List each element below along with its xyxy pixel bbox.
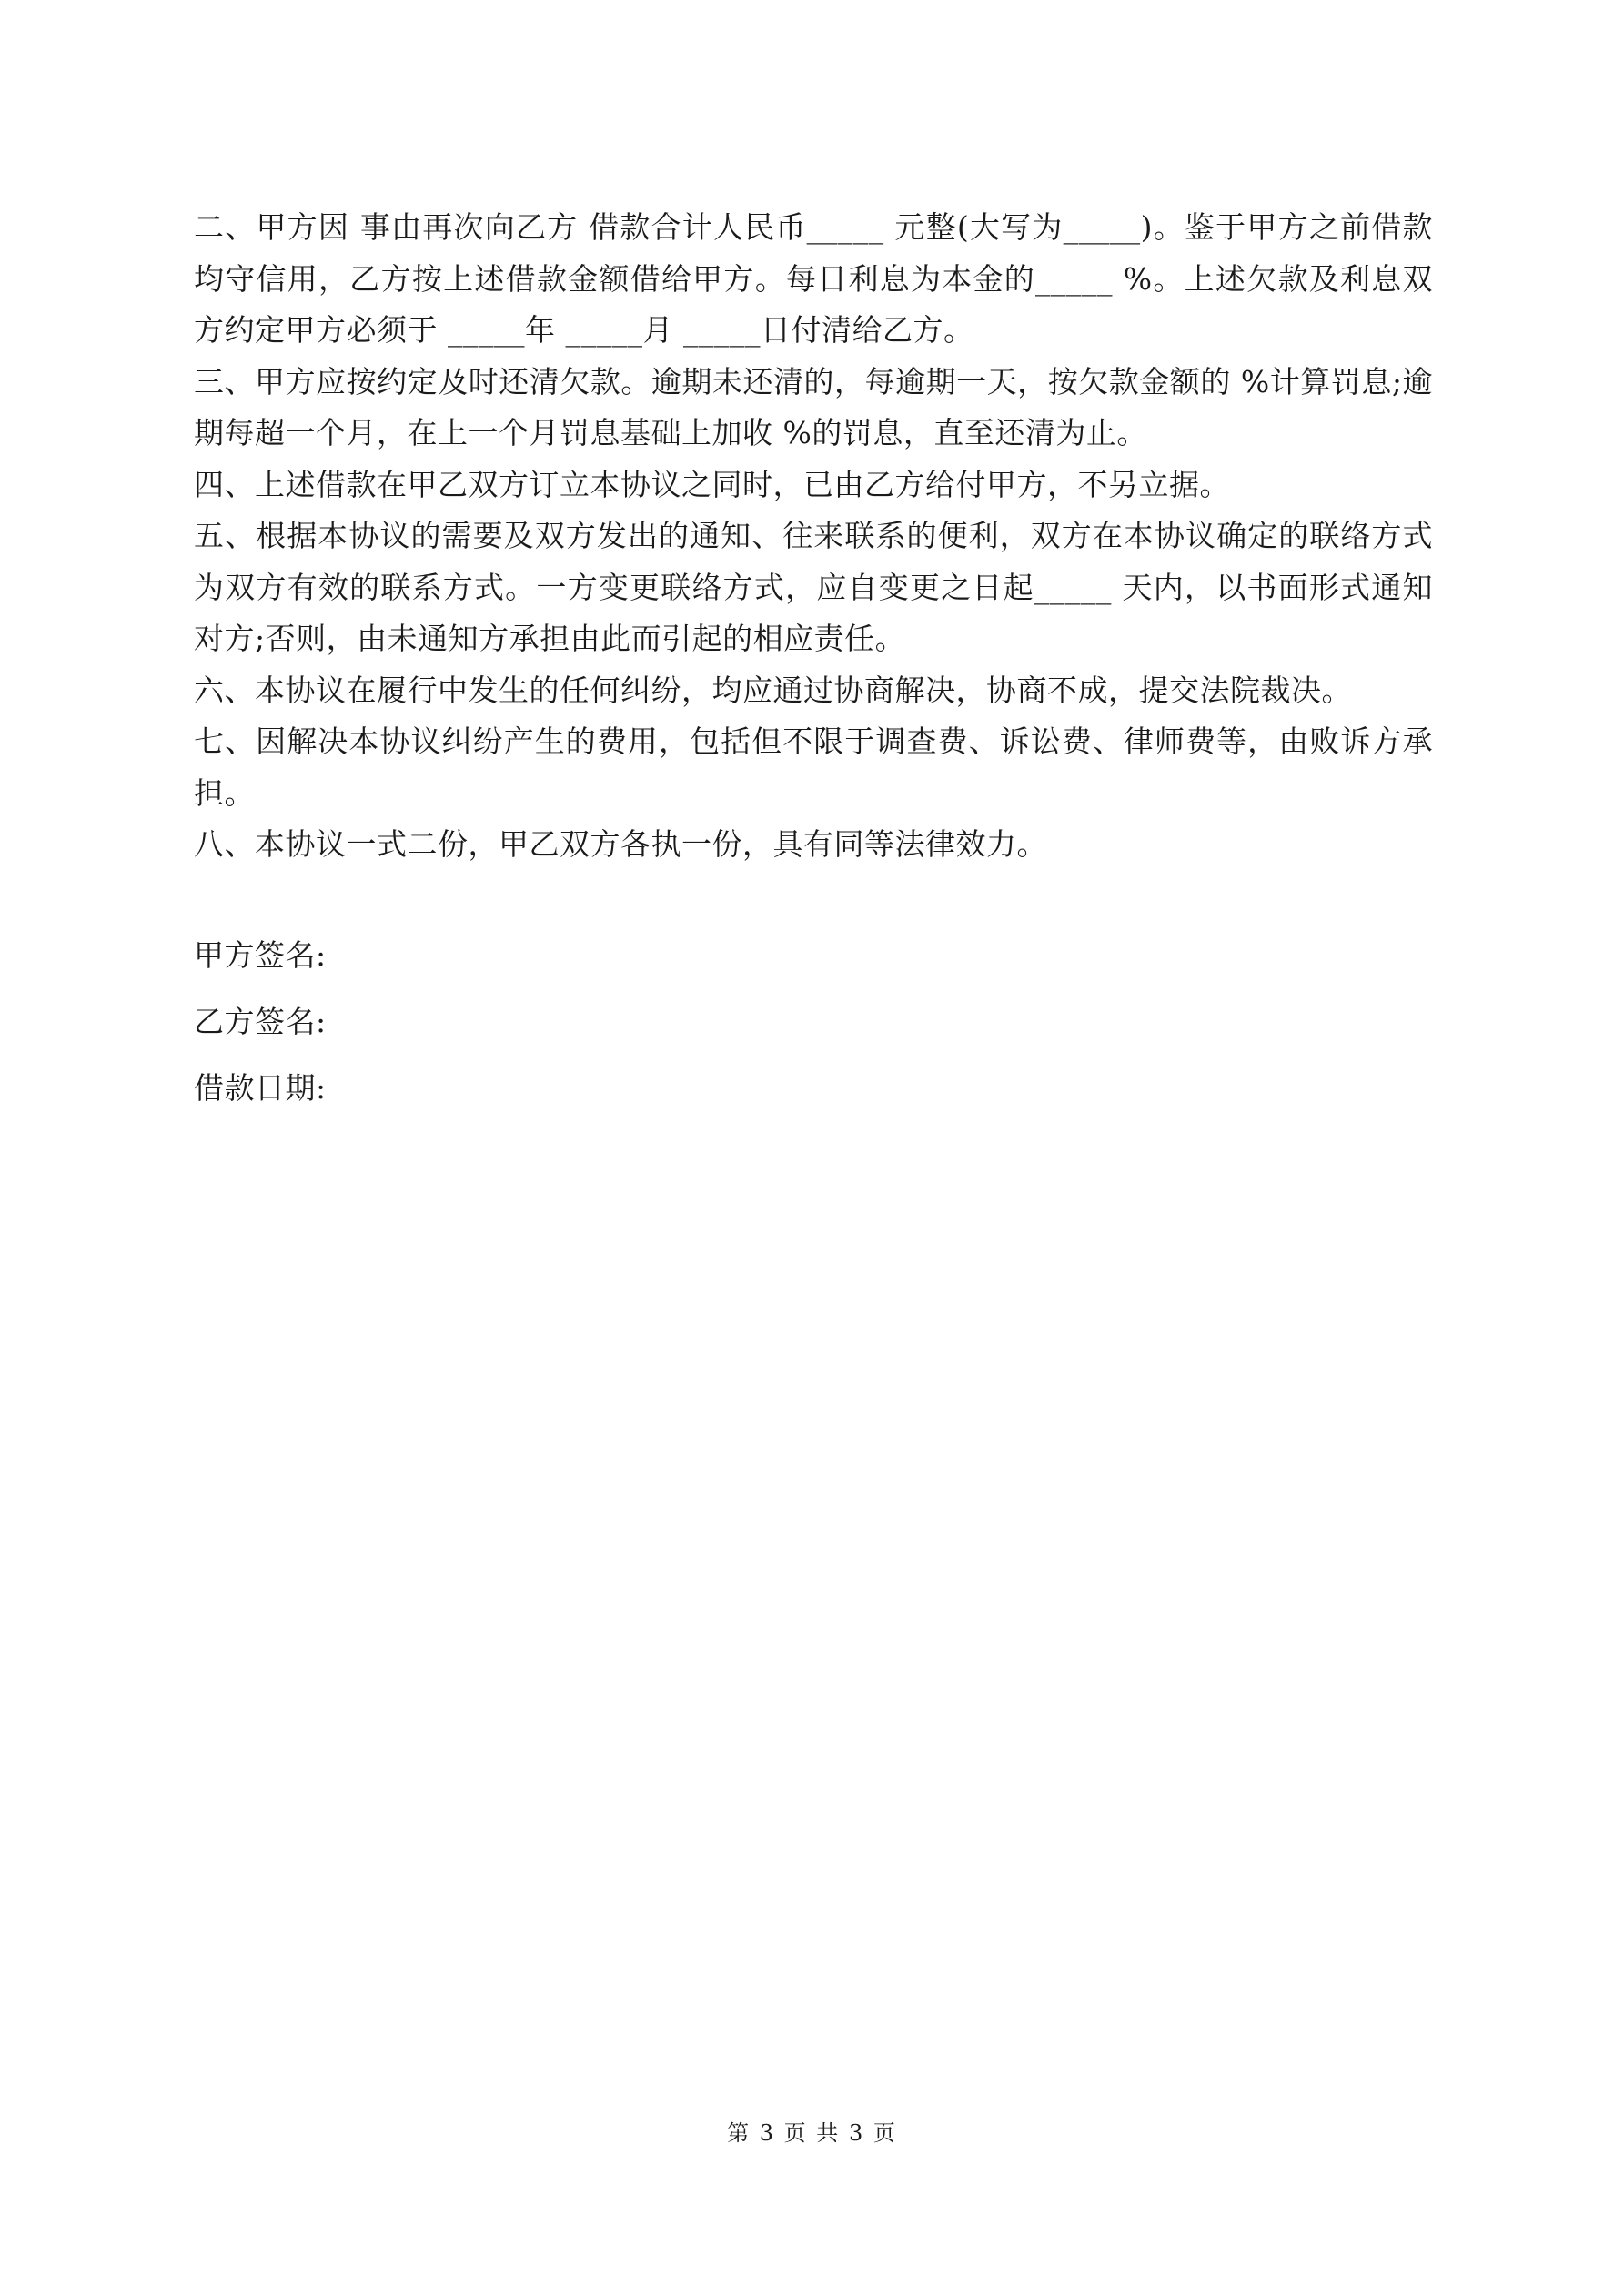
loan-date-label: 借款日期:	[194, 1069, 327, 1106]
clause-5: 五、根据本协议的需要及双方发出的通知、往来联系的便利，双方在本协议确定的联络方式为双方有效的联系方式。一方变更联络方式，应自变更之日起_____ 天内，以书面形式通知对方;否则，由未通知方承担由此而引起的相应责任。	[194, 518, 1433, 656]
clause-3: 三、甲方应按约定及时还清欠款。逾期未还清的，每逾期一天，按欠款金额的 %计算罚息;逾期每超一个月，在上一个月罚息基础上加收 %的罚息，直至还清为止。	[194, 363, 1433, 450]
signature-block	[194, 922, 1433, 1121]
page-number-footer: 第 3 页 共 3 页	[727, 2120, 897, 2146]
clause-4: 四、上述借款在甲乙双方订立本协议之同时，已由乙方给付甲方，不另立据。	[194, 466, 1230, 502]
party-a-signature-label: 甲方签名:	[194, 936, 327, 973]
clause-6: 六、本协议在履行中发生的任何纠纷，均应通过协商解决，协商不成，提交法院裁决。	[194, 672, 1352, 708]
clause-2: 二、甲方因 事由再次向乙方 借款合计人民币_____ 元整(大写为_____)。鉴于甲方之前借款均守信用，乙方按上述借款金额借给甲方。每日利息为本金的_____ %。上述欠款及利息双方约定甲方必须于 _____年 _____月 _____日付清给乙方。	[194, 209, 1433, 348]
clause-7: 七、因解决本协议纠纷产生的费用，包括但不限于调查费、诉讼费、律师费等，由败诉方承担。	[194, 723, 1433, 811]
document-body	[194, 202, 1433, 1121]
party-b-signature-label: 乙方签名:	[194, 1003, 327, 1039]
clause-8: 八、本协议一式二份，甲乙双方各执一份，具有同等法律效力。	[194, 826, 1047, 862]
